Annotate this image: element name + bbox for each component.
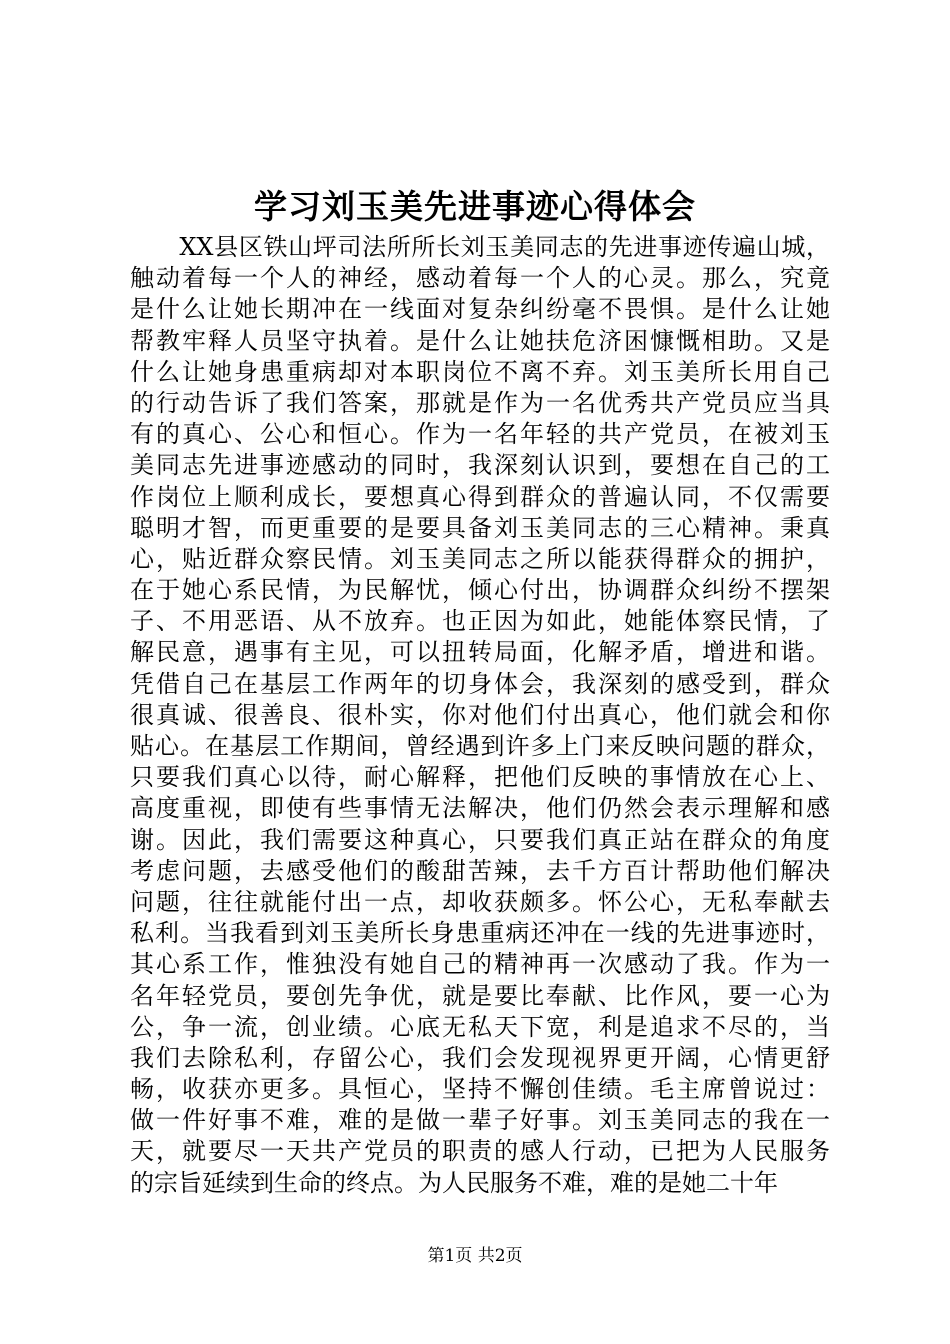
body-line: 贴心。在基层工作期间，曾经遇到许多上门来反映问题的群众， bbox=[130, 732, 830, 760]
body-line: 公，争一流，创业绩。心底无私天下宽，利是追求不尽的，当 bbox=[130, 1012, 830, 1041]
body-line: 很真诚、很善良、很朴实，你对他们付出真心，他们就会和你 bbox=[130, 700, 830, 729]
body-line: 高度重视，即使有些事情无法解决，他们仍然会表示理解和感 bbox=[130, 794, 830, 823]
document-body bbox=[130, 232, 830, 1199]
body-line: 解民意，遇事有主见，可以扭转局面，化解矛盾，增进和谐。 bbox=[130, 638, 830, 667]
body-line: 在于她心系民情，为民解忧，倾心付出，协调群众纠纷不摆架 bbox=[130, 576, 830, 605]
body-line: 名年轻党员，要创先争优，就是要比奉献、比作风，要一心为 bbox=[130, 981, 830, 1010]
body-line: 做一件好事不难，难的是做一辈子好事。刘玉美同志的我在一 bbox=[130, 1106, 830, 1135]
body-line: 谢。因此，我们需要这种真心，只要我们真正站在群众的角度 bbox=[130, 825, 830, 854]
document-title: 学习刘玉美先进事迹心得体会 bbox=[254, 187, 696, 226]
body-line: 帮教牢释人员坚守执着。是什么让她扶危济困慷慨相助。又是 bbox=[130, 326, 830, 355]
body-line: 畅，收获亦更多。具恒心，坚持不懈创佳绩。毛主席曾说过： bbox=[130, 1075, 830, 1104]
body-line: XX县区铁山坪司法所所长刘玉美同志的先进事迹传遍山城， bbox=[130, 233, 830, 261]
body-line: 的行动告诉了我们答案，那就是作为一名优秀共产党员应当具 bbox=[130, 388, 830, 417]
body-line: 聪明才智，而更重要的是要具备刘玉美同志的三心精神。秉真 bbox=[130, 513, 830, 542]
body-line: 我们去除私利，存留公心，我们会发现视界更开阔，心情更舒 bbox=[130, 1043, 830, 1072]
body-line: 触动着每一个人的神经，感动着每一个人的心灵。那么，究竟 bbox=[130, 264, 830, 293]
body-line: 美同志先进事迹感动的同时，我深刻认识到，要想在自己的工 bbox=[130, 451, 830, 480]
body-line: 什么让她身患重病却对本职岗位不离不弃。刘玉美所长用自己 bbox=[130, 357, 830, 386]
body-line: 作岗位上顺利成长，要想真心得到群众的普遍认同，不仅需要 bbox=[130, 482, 830, 511]
body-line: 心，贴近群众察民情。刘玉美同志之所以能获得群众的拥护， bbox=[130, 544, 830, 573]
body-line: 天，就要尽一天共产党员的职责的感人行动，已把为人民服务 bbox=[130, 1137, 830, 1166]
body-line: 凭借自己在基层工作两年的切身体会，我深刻的感受到，群众 bbox=[130, 669, 830, 698]
body-line: 问题，往往就能付出一点，却收获颇多。怀公心，无私奉献去 bbox=[130, 887, 830, 916]
body-line: 考虑问题，去感受他们的酸甜苦辣，去千方百计帮助他们解决 bbox=[130, 856, 830, 885]
page-footer: 第1页 共2页 bbox=[427, 1246, 523, 1266]
body-line: 其心系工作，惟独没有她自己的精神再一次感动了我。作为一 bbox=[130, 950, 830, 979]
body-line: 子、不用恶语、从不放弃。也正因为如此，她能体察民情，了 bbox=[130, 607, 830, 636]
body-line: 有的真心、公心和恒心。作为一名年轻的共产党员，在被刘玉 bbox=[130, 420, 830, 449]
body-line: 只要我们真心以待，耐心解释，把他们反映的事情放在心上、 bbox=[130, 763, 830, 792]
body-line: 是什么让她长期冲在一线面对复杂纠纷毫不畏惧。是什么让她 bbox=[130, 295, 830, 324]
body-line: 私利。当我看到刘玉美所长身患重病还冲在一线的先进事迹时， bbox=[130, 919, 830, 948]
body-line: 的宗旨延续到生命的终点。为人民服务不难，难的是她二十年 bbox=[130, 1168, 778, 1197]
